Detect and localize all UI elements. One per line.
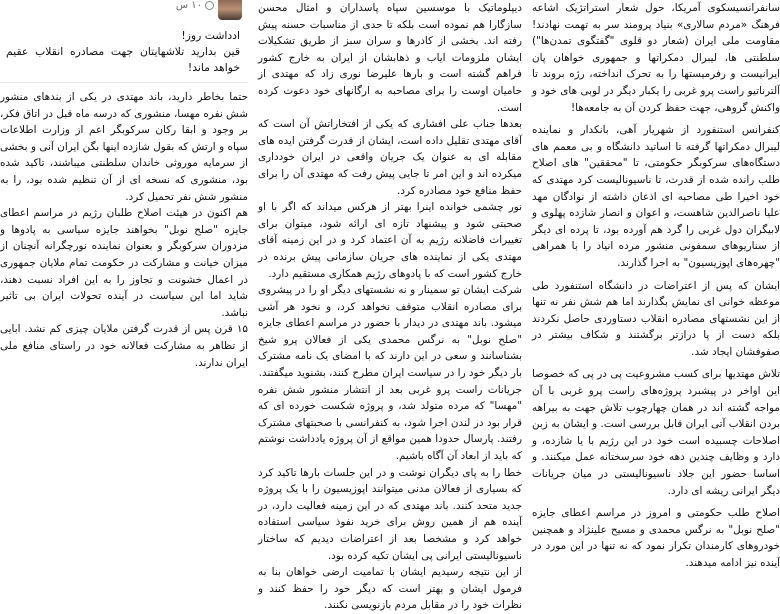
middle-paragraph-1: دیپلوماتیک با موسسین سپاه پاسداران و امثال محسن سازگارا هم نموده است بلکه تا حدی از مناسبات حسنه پیش رفته اند. بخشی از کادرها و سران سبز از طریق تشکیلات ایشان ملزومات ایاب و ذهابشان از ایران به خارج کشور فراهم گشته است و بارها علیرضا نوری زاد که مهتدی از حامیان اوست را برای مصاحبه به ارگانهای خود دعوت کرده است. [258, 2, 522, 114]
right-column [532, 0, 780, 569]
right-paragraph-5: اصلاح طلب حکومتی و امروز در مراسم اعطای جایزه "صلح نوبل" به نرگس محمدی و مسیح علینژاد و همچنین خودروهای کارمندان تکرار نمود که نه تنها در این مورد در آینده نیز ادامه میدهند. [532, 507, 780, 569]
middle-column [258, 0, 522, 612]
left-paragraph-2: هم اکنون در هیئت اصلاح طلبان رژیم در مراسم اعطای جایزه "صلح نوبل" بخواهند جایزه سیاسی به پادوها و مزدوران سرکوبگر و بعنوان نماینده نورچگرانه آنچنان از میزان خیانت و مشارکت در حکومت تمام ملایان جمهوری در اعمال خشونت و تجاوز را به این افراد نسبت دهند، شاید اما این سیاست در آینده تحولات ایران بی تاثیر نباشد. [0, 207, 248, 319]
right-paragraph-3: ایشان که پس از اعتراضات در دانشگاه استنفورد طی موعظه خوانی ای نمایش بگذارند اما هم شش نفر نه تنها از این نشستهای مصادره انقلاب دستاوردی حاصل نکردند بلکه دست از پا درازتر برگشتند و شکاف بیشتر در صفوفشان ایجاد شد. [532, 279, 780, 358]
left-paragraph-3: ۱۵ قرن پس از قدرت گرفتن ملایان چیزی کم نشد. ابایی از تظاهر به مشارکت فعالانه خود در راستای منافع ملی ایران ندارند. [0, 323, 248, 369]
tweet-quote: قین بدارید تلاشهایتان جهت مصادره انقلاب عقیم خواهد ماند! [6, 45, 240, 74]
tweet-header [0, 0, 248, 28]
right-paragraph-4: تلاش مهتدیها برای کسب مشروعیت پی در پی که خصوصا این اواخر در پیشبرد پروژه‌های راست پرو غربی با آن مواجه گشته اند در همان چهارچوب تلاش جهت به بیراهه بردن انقلاب آتی ایران قابل بررسی است. و ایشان به زبن اصلاحات چسبیده است خود در این رژیم با یا شازده، و دارد و وظایف چندین دهه خود سرسختانه عمل میکنند. و اساسا حضور این جلاد ناسیونالیستی در میان جریانات دیگر ایرانی ریشه ای دارد. [532, 368, 780, 497]
right-paragraph-1: سانفرانسیسکوی آمریکا، حول شعار استراتژیک اشاعه فرهنگ «مردم سالاری» بنیاد پرومند سر به تهمت نهادند! مقاومت ملی ایران (شعار دو قلوی "گفتگوی تمدن‌ها") سلطنتی ها، لیبرال دمکراتها و جمهوری خواهان پان ایرانیست و رفرمیستها را به تحرک انداخته، رژه بروند تا آلترناتیو راست پرو غربی را یکبار دیگر در لوبی های خود و واکنش گروهی، جهت حفظ کردن آن به جامعه‌ها! [532, 2, 780, 114]
middle-paragraph-5: جریانات راست پرو غربی بعد از انتشار منشور شش نفره "مهسا" که مرده متولد شد، و پروژه شکست خورده ای که قرار بود در لندن اجرا شود، به کنفرانسی با صحبتهای مشترک رفتند. پارسال حدودا همین مواقع از آن پروژه یادداشت نوشتم که باید از ابعاد آن آگاه باشیم. [258, 383, 522, 463]
middle-paragraph-7: از این نتیجه رسیدیم ایشان با تمامیت ارضی خواهان بنا به فرمول ایشان و بهتر است که دیگر خود را حفظ کنند و نظرات خود را در مقابل مردم بازنویسی نکنند. [258, 566, 522, 612]
embedded-tweet [0, 0, 248, 83]
avatar [218, 0, 242, 20]
left-column [0, 0, 248, 470]
globe-icon [205, 1, 214, 10]
middle-paragraph-3: نور چشمی خوانده اینرا بهتر از هرکس میداند که اگر با او صحبتی شود و پیشنهاد تازه ای ارائه شود، میتوان برای تغییرات فاضلانه رژیم به آن اعتماد کرد و در این زمینه آقای مهتدی یکی از نماینده های جریان سازمانی پیش برنده در خارج کشور است که با پادوهای رژیم همکاری مستقیم دارد. [258, 201, 522, 280]
left-paragraph-1: حتما بخاطر دارید، باند مهتدی در یکی از بندهای منشور شش نفره مهسا، منشوری که درسه ماه قبل در اتاق فکر، بر وجود و ابقا رکان سرکوبگر اعم از وزارت اطلاعات سپاه و ارتش که بقول شازده اینها بگن ایران آنی و بخشی از سرمایه موروثی خاندان سلطنتی میباشند، تاکید شده بود، منشوری که نسخه ای از آن تنظیم شده بود، را به منشور شش نفر تحمیل کرد. [0, 91, 248, 203]
right-paragraph-2: کنفرانس استنفورد از شهریار آهی، بانکدار و نماینده لیبرال دمکراتها گرفته تا اساتید دانشگاه و بی معمم های دستگاه‌های سرکوبگر حکومتی، تا "محققین" های اصلاح طلب رانده شده از قدرت، تا ناسیونالیست کرد مهتدی که خود اخیرا طی مصاحبه ای اذعان داشته از نوادگان مهد علیا ناصرالدین شاهست، و اعوان و انصار شازده پهلوی و لابیگران دول غربی را گرد هم آورده بود، تا پرده ای دیگر از سناریوهای سمفونی منشور مرده انیاد را با همراهی "چهره‌های اپوزیسیون" به اجرا گذارند. [532, 124, 780, 269]
middle-paragraph-4: شرکت ایشان تو سمینار و نه نشستهای دیگر او را در پیشروی برای مصادره انقلاب متوقف نخواهد کرد، و نخود هر آشی میشود. باند مهتدی در دیدار با حضور در مراسم اعطای جایزه "صلح نوبل" به نرگس محمدی یکی از فعالان پرو شیخ بشناسانند و سعی در این دارند که با امضای یک نامه مشترک بار دیگر خود را در سیاست ایران مطرح کنند، بشنوید میگفتند. [258, 284, 522, 380]
middle-paragraph-2: بعدها جناب علی افشاری که یکی از افتخاراتش آن است که آقای مهتدی تقلیل داده است، ایشان از قدرت گرفتن ایده های مقابله ای به عنوان یک جریان واقعی در ایران خودداری میکرده اند و این امر تا جایی پیش رفت که مهتدی آن را برای حفظ منافع خود مصادره کرد. [258, 118, 522, 197]
tweet-timestamp: ۱۰ س [175, 0, 202, 11]
middle-paragraph-6: خطا را به پای دیگران نوشت و در این جلسات بارها تاکید کرد که بسیاری از فعالان مدنی میتوانند اپوزیسیون را با یک پروژه جدید متحد کنند. باند مهتدی که در این زمینه فعالیت دارد، در آینده هم از همین روش برای خرید نفوذ سیاسی استفاده خواهد کرد و مشخصا بعد از اعتراضات دیدیم که ساختار ناسیونالیستی ایرانی پی ایشان تکیه کرده بود. [258, 466, 522, 562]
tweet-intro: ادداشت روز! [181, 29, 240, 42]
